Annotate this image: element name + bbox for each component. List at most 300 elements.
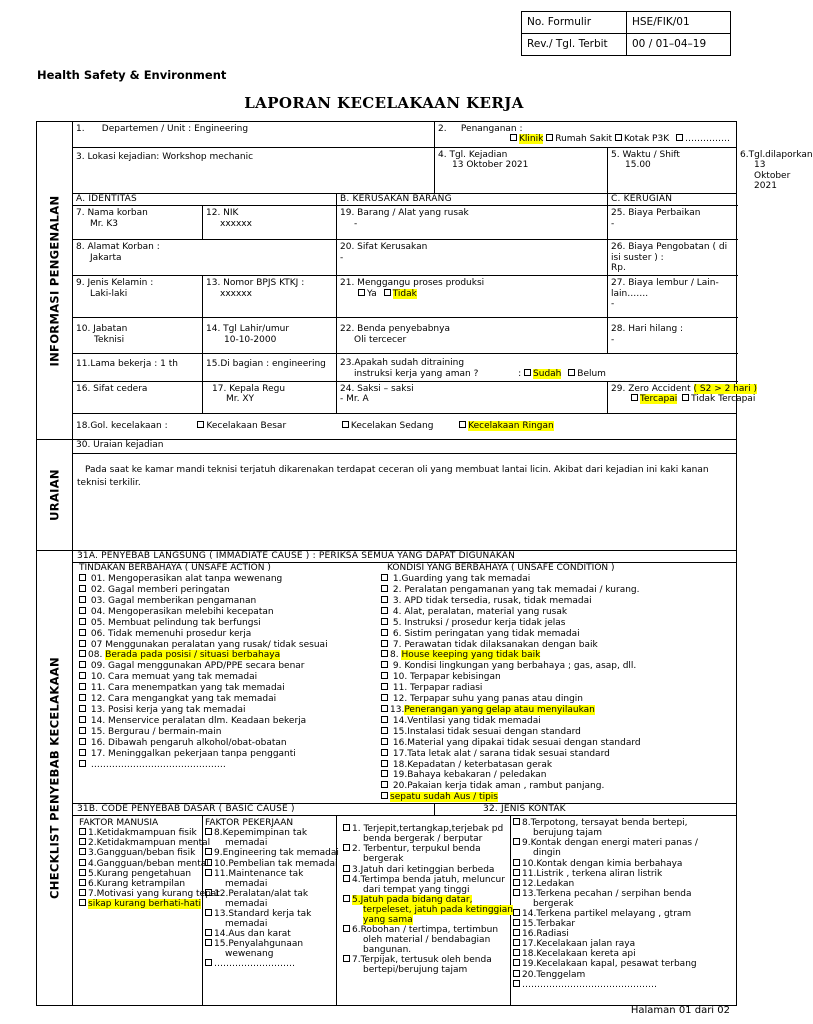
jenis-kontak-item-text: 4.Tertimpa benda jatuh, meluncur bbox=[352, 874, 505, 885]
unsafe-condition-item bbox=[381, 650, 691, 661]
unsafe-action-item-checkbox[interactable] bbox=[79, 694, 86, 701]
jenis-kontak-item bbox=[343, 965, 508, 975]
unsafe-action-item-checkbox[interactable] bbox=[79, 661, 86, 668]
rev-label: Rev./ Tgl. Terbit bbox=[522, 34, 627, 56]
unsafe-action-item bbox=[79, 760, 371, 771]
unsafe-action-item bbox=[79, 585, 371, 596]
section-informasi-pengenalan: INFORMASI PENGENALAN bbox=[37, 122, 73, 440]
unsafe-action-item-text: 14. Menservice peralatan dlm. Keadaan bekerja bbox=[90, 715, 307, 726]
jenis-kontak-item bbox=[513, 919, 734, 929]
jenis-kontak-item bbox=[343, 824, 508, 834]
mengganggu-produksi-field: 21. Menggangu proses produksi Ya Tidak bbox=[337, 276, 608, 318]
faktor-manusia-item-checkbox[interactable] bbox=[79, 828, 86, 835]
sifat-kerusakan-field: 20. Sifat Kerusakan - bbox=[337, 240, 608, 276]
unsafe-condition-item bbox=[381, 574, 691, 585]
unsafe-condition-item-text: 6. Sistim peringatan yang tidak memadai bbox=[392, 628, 580, 639]
jenis-kontak-item-text: yang sama bbox=[363, 914, 413, 925]
jenis-kontak-item bbox=[343, 834, 508, 844]
unsafe-condition-item bbox=[381, 716, 691, 727]
page-number: Halaman 01 dari 02 bbox=[630, 1005, 730, 1016]
faktor-pekerjaan-item bbox=[205, 959, 334, 969]
jenis-kontak-item-checkbox[interactable] bbox=[513, 859, 520, 866]
other-checkbox[interactable] bbox=[676, 134, 683, 141]
unsafe-action-item-text: 04. Mengoperasikan melebihi kecepatan bbox=[90, 606, 274, 617]
unsafe-condition-item bbox=[381, 727, 691, 738]
unsafe-condition-item-text: 17.Tata letak alat / sarana tidak sesuai standard bbox=[392, 748, 610, 759]
unsafe-condition-item-checkbox[interactable] bbox=[381, 694, 388, 701]
jenis-kontak-item-checkbox[interactable] bbox=[343, 875, 350, 882]
faktor-manusia-item-checkbox[interactable] bbox=[79, 848, 86, 855]
kerusakan-barang-header: B. KERUSAKAN BARANG bbox=[337, 194, 608, 206]
faktor-pekerjaan-item-text: 9.Engineering tak memadai bbox=[214, 848, 339, 859]
unsafe-condition-item bbox=[381, 640, 691, 651]
jenis-kontak-item-checkbox[interactable] bbox=[343, 925, 350, 932]
unsafe-condition-item-checkbox[interactable] bbox=[381, 683, 388, 690]
faktor-manusia-item-text: 4.Gangguan/beban mental bbox=[88, 858, 209, 869]
di-bagian-field: 15.Di bagian : engineering bbox=[203, 354, 337, 382]
unsafe-condition-item-text: 7. Perawatan tidak dilaksanakan dengan baik bbox=[392, 639, 598, 650]
penyebab-langsung-block bbox=[73, 563, 737, 804]
unsafe-action-item-checkbox[interactable] bbox=[79, 727, 86, 734]
identitas-header: A. IDENTITAS bbox=[73, 194, 337, 206]
jenis-kontak-item-text: berujung tajam bbox=[533, 828, 602, 839]
tercapai-checkbox[interactable] bbox=[631, 394, 638, 401]
jenis-kontak-item-checkbox[interactable] bbox=[513, 970, 520, 977]
unsafe-action-item bbox=[79, 683, 371, 694]
faktor-manusia-item bbox=[79, 848, 200, 858]
unsafe-condition-item-text: 1.Guarding yang tak memadai bbox=[392, 574, 531, 585]
biaya-lembur-field: 27. Biaya lembur / Lain-lain……. - bbox=[608, 276, 737, 318]
unsafe-action-item bbox=[79, 694, 371, 705]
jenis-kontak-item bbox=[513, 879, 734, 889]
jenis-kontak-item bbox=[513, 959, 734, 969]
unsafe-condition-item-checkbox[interactable] bbox=[381, 738, 388, 745]
unsafe-condition-item-text: 4. Alat, peralatan, material yang rusak bbox=[392, 606, 568, 617]
jenis-kontak-item bbox=[343, 925, 508, 935]
faktor-pekerjaan-item-text: 13.Standard kerja tak bbox=[214, 908, 312, 919]
unsafe-condition-item-text: 12. Terpapar suhu yang panas atau dingin bbox=[392, 694, 584, 705]
unsafe-action-item bbox=[79, 738, 371, 749]
tidak-tercapai-checkbox[interactable] bbox=[682, 394, 689, 401]
faktor-pekerjaan-item-text: memadai bbox=[225, 838, 268, 849]
faktor-pekerjaan-item-checkbox[interactable] bbox=[205, 859, 212, 866]
unsafe-action-item-checkbox[interactable] bbox=[79, 760, 86, 767]
unsafe-condition-item bbox=[381, 738, 691, 749]
unsafe-action-item bbox=[79, 650, 371, 661]
jenis-kontak-item bbox=[343, 885, 508, 895]
faktor-pekerjaan-item bbox=[205, 919, 334, 929]
jenis-kontak-item-text: 14.Terkena partikel melayang , gtram bbox=[522, 908, 692, 919]
jenis-kontak-item-checkbox[interactable] bbox=[513, 959, 520, 966]
faktor-pekerjaan-item bbox=[205, 858, 338, 869]
faktor-manusia-item-checkbox[interactable] bbox=[79, 838, 86, 845]
belum-checkbox[interactable] bbox=[568, 369, 575, 376]
jenis-kontak-item bbox=[343, 865, 508, 875]
jenis-kontak-item bbox=[343, 875, 508, 885]
klinik-checkbox[interactable] bbox=[510, 134, 517, 141]
jenis-kontak-item-text: oleh material / bendabagian bbox=[363, 935, 491, 946]
jenis-kontak-item-checkbox[interactable] bbox=[513, 889, 520, 896]
jenis-kontak-item-text: 5.Jatuh pada bidang datar, bbox=[352, 894, 473, 905]
jenis-kontak-item-text: 9.Kontak dengan energi materi panas / bbox=[522, 838, 698, 849]
section-uraian: URAIAN bbox=[37, 440, 73, 551]
unsafe-condition-item-text: 10. Terpapar kebisingan bbox=[392, 672, 501, 683]
jenis-kontak-item-text: 6.Robohan / tertimpa, tertimbun bbox=[352, 925, 499, 936]
unsafe-action-item bbox=[79, 607, 371, 618]
unsafe-action-item-text: 11. Cara menempatkan yang tak memadai bbox=[90, 683, 285, 694]
uraian-label: 30. Uraian kejadian bbox=[73, 440, 737, 454]
unsafe-condition-item bbox=[381, 705, 691, 716]
unsafe-action-item bbox=[79, 716, 371, 727]
jenis-kontak-item bbox=[513, 929, 734, 939]
unsafe-condition-item bbox=[381, 618, 691, 629]
no-formulir-value: HSE/FIK/01 bbox=[627, 12, 731, 34]
faktor-pekerjaan-item bbox=[205, 899, 334, 909]
unsafe-action-item bbox=[79, 672, 371, 683]
jenis-kontak-item-text: dari tempat yang tinggi bbox=[363, 884, 470, 895]
unsafe-condition-item-text: 11. Terpapar radiasi bbox=[392, 683, 483, 694]
unsafe-condition-item-checkbox[interactable] bbox=[381, 749, 388, 756]
unsafe-action-item-text: 07 Menggunakan peralatan yang rusak/ tidak sesuai bbox=[90, 639, 328, 650]
jenis-kontak-item-text: 20.Tenggelam bbox=[522, 969, 586, 980]
kotak-p3k-option: Kotak P3K bbox=[623, 134, 670, 145]
zero-accident-field: 29. Zero Accident ( S2 > 2 hari ) Tercapai Tidak Tercapai bbox=[608, 382, 737, 414]
faktor-pekerjaan-item-text: 10.Pembelian tak memadai bbox=[214, 858, 338, 869]
faktor-pekerjaan-item-checkbox[interactable] bbox=[205, 848, 212, 855]
jenis-kontak-item bbox=[343, 935, 508, 945]
unsafe-condition-item-text: 19.Bahaya kebakaran / peledakan bbox=[392, 770, 547, 781]
unsafe-action-item bbox=[79, 574, 371, 585]
sudah-checkbox[interactable] bbox=[524, 369, 531, 376]
jenis-kontak-item-checkbox[interactable] bbox=[343, 844, 350, 851]
unsafe-action-item-checkbox[interactable] bbox=[79, 705, 86, 712]
unsafe-condition-item-text: 14.Ventilasi yang tidak memadai bbox=[392, 715, 541, 726]
jenis-kontak-item bbox=[513, 970, 734, 980]
kecelakaan-sedang-checkbox[interactable] bbox=[342, 421, 349, 428]
unsafe-condition-item bbox=[381, 607, 691, 618]
unsafe-action-item-text: 17. Meninggalkan pekerjaan tanpa pengganti bbox=[90, 748, 296, 759]
faktor-pekerjaan-item-checkbox[interactable] bbox=[205, 828, 212, 835]
report-form: INFORMASI PENGENALAN 1. Departemen / Unit : Engineering 2. Penanganan : Klinik Rumah Sakit Kotak P3K …………… 3. Lokasi kejadian: Workshop mechanic 4. Tgl. Kejadian 13 Oktober 2021 5. Waktu / Shift 15.00 6.Tgl.dilaporkan 13 Oktober 2021 A. IDENTITAS B. KERUSAKAN BARANG C. KERUGIAN 7. Nama korban Mr. K3 12. NIK xxxxxx 19. Barang / Alat yang rusak - 25. Biaya Perbaikan - 8. Alamat Korban : Jakarta 20. Sifat Kerusakan - 26. Biaya Pengobatan ( di isi suster ) : Rp. 9. Jenis Kelamin : Laki-laki 13. Nomor BPJS KTKJ : xxxxxx 21. Menggangu proses produksi Ya Tidak 27. Biaya lembur / Lain-lain……. - 10. Jabatan Teknisi 14. Tgl Lahir/umur 10-10-2000 22. Benda penyebabnya Oli tercecer 28. Hari hilang : - 11.Lama bekerja : 1 th 15.Di bagian : engineering 23.Apakah sudah ditraining instruksi kerja yang aman ? : Sudah Belum 16. Sifat cedera 17. Kepala Regu Mr. XY 24. Saksi – saksi - Mr. A 29. Zero Accident ( S2 > 2 hari ) Tercapai Tidak Tercapai 18.Gol. kecelakaan : Kecelakaan Besar Kecelakan Sedang Kecelakaan Ringan URAIAN 30. Uraian kejadian Pada saat ke kamar mandi teknisi terjatuh dikarenakan terdapat ceceran oli yang membuat lantai licin. Akibat dari kejadian ini kaki kanan teknisi terkilir. CHECKLIST PENYEBAB KECELAKAAN 31A. PENYEBAB LANGSUNG ( IMMADIATE CAUSE ) : PERIKSA SEMUA YANG DAPAT DIGUNAKAN TINDAKAN BERBAHAYA ( UNSAFE ACTION ) 01. Mengoperasikan alat tanpa wewenang 02. Gagal memberi peringatan 03. Gagal memberikan pengamanan 04. Mengoperasikan melebihi kecepatan 05. Membuat pelindung tak berfungsi 06. Tidak memenuhi prosedur kerja 07 Menggunakan peralatan yang rusak/ tidak sesuai 08. Berada pada posisi / situasi berbahaya 09. Gagal menggunakan APD/PPE secara benar 10. Cara memuat yang tak memadai 11. Cara menempatkan yang tak memadai 12. Cara mengangkat yang tak memadai 13. Posisi kerja yang tak memadai 14. Menservice peralatan dlm. Keadaan bekerja 15. Bergurau / bermain-main 16. Dibawah pengaruh alkohol/obat-obatan 17. Meninggalkan pekerjaan tanpa pengganti ……………………………………… KONDISI YANG BERBAHAYA ( UNSAFE CONDITION ) 1.Guarding yang tak memadai 2. Peralatan pengamanan yang tak memadai / kurang. 3. APD tidak tersedia, rusak, tidak memadai 4. Alat, peralatan, material yang rusak 5. Instruksi / prosedur kerja tidak jelas 6. Sistim peringatan yang tidak memadai 7. Perawatan tidak dilaksanakan dengan baik 8. House keeping yang tidak baik 9. Kondisi lingkungan yang berbahaya ; gas, asap, dll. 10. Terpapar kebisingan 11. Terpapar radiasi 12. Terpapar suhu yang panas atau dingin 13.Penerangan yang gelap atau menyilaukan 14.Ventilasi yang tidak memadai 15.Instalasi tidak sesuai dengan standard 16.Material yang dipakai tidak sesuai dengan standard 17.Tata letak alat / sarana tidak sesuai standard 18.Kepadatan / keterbatasan gerak 19.Bahaya kebakaran / peledakan 20.Pakaian kerja tidak aman , rambut panjang. sepatu sudah Aus / tipis 31B. CODE PENYEBAB DASAR ( BASIC CAUSE ) 32. JENIS KONTAK FAKTOR MANUSIA 1.Ketidakmampuan fisik 2.Ketidakmampuan mental 3.Gangguan/beban fisik 4.Gangguan/beban mental 5.Kurang pengetahuan 6.Kurang ketrampilan 7.Motivasi yang kurang tepat sikap kurang berhati-hati FAKTOR PEKERJAAN 8.Kepemimpinan tak memadai 9.Engineering tak memadai 10.Pembelian tak memadai 11.Maintenance tak memadai 12.Peralatan/alat tak memadai 13.Standard kerja tak memadai 14.Aus dan karat 15.Penyalahgunaan wewenang ……………………… 1. Terjepit,tertangkap,terjebak pd benda bergerak / berputar 2. Terbentur, terpukul benda bergerak 3.Jatuh dari ketinggian berbeda 4.Tertimpa benda jatuh, meluncur dari tempat yang tinggi 5.Jatuh pada bidang datar, terpeleset, jatuh pada ketinggian yang sama 6.Robohan / tertimpa, tertimbun oleh material / bendabagian bangunan. 7.Terpijak, tertusuk oleh benda bertepi/berujung tajam 8.Terpotong, tersayat benda bertepi, berujung tajam 9.Kontak dengan energi materi panas / dingin 10.Kontak dengan kimia berbahaya 11.Listrik , terkena aliran listrik 12.Ledakan 13.Terkena pecahan / serpihan benda bergerak 14.Terkena partikel melayang , gtram 15.Terbakar 16.Radiasi 17.Kecelakaan jalan raya 18.Kecelakaan kereta api 19.Kecelakaan kapal, pesawat terbang 20.Tenggelam ……………………………………… bbox=[36, 121, 737, 1006]
unsafe-action-item-text: 09. Gagal menggunakan APD/PPE secara benar bbox=[90, 661, 305, 672]
faktor-manusia-item bbox=[79, 888, 220, 899]
unsafe-condition-item-text: 5. Instruksi / prosedur kerja tidak jelas bbox=[392, 617, 566, 628]
faktor-manusia-item-text: 1.Ketidakmampuan fisik bbox=[88, 828, 197, 839]
saksi-field: 24. Saksi – saksi - Mr. A bbox=[337, 382, 608, 414]
jenis-kontak-item bbox=[343, 844, 508, 854]
unsafe-condition-item-text: 15.Instalasi tidak sesuai dengan standard bbox=[392, 726, 581, 737]
unsafe-condition-item-text: 2. Peralatan pengamanan yang tak memadai / kurang. bbox=[392, 585, 640, 595]
jenis-kontak-item-text: 19.Kecelakaan kapal, pesawat terbang bbox=[522, 959, 697, 970]
benda-penyebab-field: 22. Benda penyebabnya Oli tercecer bbox=[337, 318, 608, 354]
jenis-kontak-item-text: ……………………………………… bbox=[522, 979, 658, 990]
jenis-kontak-item-text: 15.Terbakar bbox=[522, 919, 576, 930]
unsafe-condition-item-prefix: 8. bbox=[390, 650, 402, 661]
faktor-manusia-item bbox=[79, 899, 200, 909]
org-name: Health Safety & Environment bbox=[37, 68, 227, 82]
unsafe-action-item bbox=[79, 640, 371, 651]
unsafe-action-title: TINDAKAN BERBAHAYA ( UNSAFE ACTION ) bbox=[79, 563, 271, 574]
unsafe-condition-item-checkbox[interactable] bbox=[381, 596, 388, 603]
jenis-kontak-item bbox=[513, 889, 734, 899]
jenis-kontak-item-text: 12.Ledakan bbox=[522, 878, 575, 889]
unsafe-condition-item-text: 20.Pakaian kerja tidak aman , rambut panjang. bbox=[392, 781, 605, 792]
jenis-kontak-item-checkbox[interactable] bbox=[513, 929, 520, 936]
unsafe-condition-item-checkbox[interactable] bbox=[381, 629, 388, 636]
unsafe-action-item bbox=[79, 749, 371, 760]
unsafe-condition-item-text: sepatu sudah Aus / tipis bbox=[390, 792, 498, 803]
faktor-pekerjaan-item-text: memadai bbox=[225, 878, 268, 889]
training-field: 23.Apakah sudah ditraining instruksi kerja yang aman ? : Sudah Belum bbox=[337, 354, 737, 382]
faktor-pekerjaan-item-text: 12.Peralatan/alat tak bbox=[214, 888, 309, 899]
jenis-kontak-item-text: terpeleset, jatuh pada ketinggian bbox=[363, 904, 513, 915]
jenis-kontak-item-checkbox[interactable] bbox=[513, 919, 520, 926]
faktor-pekerjaan-item-checkbox[interactable] bbox=[205, 869, 212, 876]
faktor-pekerjaan-item bbox=[205, 838, 334, 848]
faktor-manusia-item-text: 3.Gangguan/beban fisik bbox=[88, 848, 196, 859]
unsafe-condition-item-text: 16.Material yang dipakai tidak sesuai dengan standard bbox=[392, 737, 641, 748]
jenis-kontak-item bbox=[513, 838, 734, 848]
unsafe-condition-item-checkbox[interactable] bbox=[381, 792, 388, 799]
kepala-regu-field: 17. Kepala Regu Mr. XY bbox=[203, 382, 337, 414]
unsafe-condition-item-text: 9. Kondisi lingkungan yang berbahaya ; gas, asap, dll. bbox=[392, 661, 637, 672]
jenis-kontak-item-text: benda bergerak / berputar bbox=[363, 834, 483, 845]
uraian-text: Pada saat ke kamar mandi teknisi terjatuh dikarenakan terdapat ceceran oli yang membuat lantai licin. Akibat dari kejadian ini kaki kanan teknisi terkilir. bbox=[73, 454, 737, 551]
unsafe-action-item-checkbox[interactable] bbox=[79, 596, 86, 603]
klinik-option: Klinik bbox=[519, 134, 544, 145]
departemen-field: 1. Departemen / Unit : Engineering bbox=[73, 122, 435, 148]
unsafe-condition-item-text: 3. APD tidak tersedia, rusak, tidak memadai bbox=[392, 595, 592, 606]
jenis-kontak-left bbox=[337, 816, 511, 1006]
jenis-kontak-item bbox=[513, 980, 734, 990]
tgl-lahir-field: 14. Tgl Lahir/umur 10-10-2000 bbox=[203, 318, 337, 354]
faktor-manusia-item-text: 2.Ketidakmampuan mental bbox=[88, 838, 211, 849]
jenis-kelamin-field: 9. Jenis Kelamin : Laki-laki bbox=[73, 276, 203, 318]
faktor-pekerjaan-item-text: memadai bbox=[225, 898, 268, 909]
jenis-kontak-item bbox=[513, 869, 734, 879]
jenis-kontak-item-checkbox[interactable] bbox=[343, 955, 350, 962]
unsafe-condition-item-text: 18.Kepadatan / keterbatasan gerak bbox=[392, 759, 553, 770]
jenis-kontak-item-checkbox[interactable] bbox=[513, 939, 520, 946]
unsafe-condition-item-checkbox[interactable] bbox=[381, 574, 388, 581]
unsafe-action-item-text: 15. Bergurau / bermain-main bbox=[90, 726, 222, 737]
unsafe-action-item-prefix: 08. bbox=[88, 650, 106, 661]
unsafe-condition-item bbox=[381, 770, 691, 781]
jenis-kontak-item-checkbox[interactable] bbox=[513, 869, 520, 876]
unsafe-condition-item-checkbox[interactable] bbox=[381, 770, 388, 777]
faktor-pekerjaan-item bbox=[205, 909, 334, 919]
alamat-korban-field: 8. Alamat Korban : Jakarta bbox=[73, 240, 337, 276]
jenis-kontak-item-text: 11.Listrik , terkena aliran listrik bbox=[522, 868, 663, 879]
faktor-pekerjaan-item-checkbox[interactable] bbox=[205, 889, 212, 896]
lokasi-field: 3. Lokasi kejadian: Workshop mechanic bbox=[73, 148, 435, 194]
basic-cause-title: 31B. CODE PENYEBAB DASAR ( BASIC CAUSE ) bbox=[73, 804, 435, 816]
jenis-kontak-item bbox=[513, 939, 734, 949]
faktor-pekerjaan-item bbox=[205, 929, 334, 939]
faktor-pekerjaan-item-checkbox[interactable] bbox=[205, 909, 212, 916]
unsafe-condition-item-checkbox[interactable] bbox=[381, 585, 388, 592]
faktor-pekerjaan-item-checkbox[interactable] bbox=[205, 929, 212, 936]
unsafe-condition-item bbox=[381, 683, 691, 694]
unsafe-condition-item bbox=[381, 760, 691, 771]
jenis-kontak-item-checkbox[interactable] bbox=[343, 895, 350, 902]
unsafe-condition-item-checkbox[interactable] bbox=[381, 716, 388, 723]
faktor-manusia-column: FAKTOR MANUSIA 1.Ketidakmampuan fisik 2.Ketidakmampuan mental 3.Gangguan/beban fisik 4.Gangguan/beban mental 5.Kurang pengetahuan 6.Kurang ketrampilan 7.Motivasi yang kurang tepat sikap kurang berhati-hati bbox=[73, 816, 203, 1006]
unsafe-action-item-checkbox[interactable] bbox=[79, 650, 86, 657]
faktor-pekerjaan-item bbox=[205, 949, 334, 959]
faktor-pekerjaan-item-checkbox[interactable] bbox=[205, 939, 212, 946]
faktor-pekerjaan-item bbox=[205, 879, 334, 889]
unsafe-action-item bbox=[79, 661, 371, 672]
faktor-manusia-item-checkbox[interactable] bbox=[79, 879, 86, 886]
jenis-kontak-item bbox=[513, 899, 734, 909]
unsafe-action-item-text: 10. Cara memuat yang tak memadai bbox=[90, 672, 258, 683]
jenis-kontak-item bbox=[343, 854, 508, 864]
unsafe-condition-item-checkbox[interactable] bbox=[381, 661, 388, 668]
faktor-pekerjaan-item-text: 14.Aus dan karat bbox=[214, 929, 291, 940]
unsafe-action-item-checkbox[interactable] bbox=[79, 629, 86, 636]
unsafe-condition-item-checkbox[interactable] bbox=[381, 760, 388, 767]
unsafe-condition-item bbox=[381, 629, 691, 640]
rumah-sakit-checkbox[interactable] bbox=[546, 134, 553, 141]
unsafe-condition-item-checkbox[interactable] bbox=[381, 705, 388, 712]
jenis-kontak-item-text: bangunan. bbox=[363, 945, 412, 956]
jenis-kontak-item bbox=[513, 848, 734, 858]
unsafe-action-item-text: Berada pada posisi / situasi berbahaya bbox=[105, 650, 281, 661]
unsafe-condition-item bbox=[381, 694, 691, 705]
sifat-cedera-field: 16. Sifat cedera bbox=[73, 382, 203, 414]
gol-kecelakaan-field: 18.Gol. kecelakaan : Kecelakaan Besar Kecelakan Sedang Kecelakaan Ringan bbox=[73, 414, 737, 440]
unsafe-action-item-checkbox[interactable] bbox=[79, 607, 86, 614]
jenis-kontak-item-checkbox[interactable] bbox=[513, 818, 520, 825]
unsafe-action-item-checkbox[interactable] bbox=[79, 749, 86, 756]
faktor-manusia-item bbox=[79, 879, 200, 889]
kecelakaan-besar-checkbox[interactable] bbox=[197, 421, 204, 428]
unsafe-action-item-checkbox[interactable] bbox=[79, 640, 86, 647]
faktor-manusia-item bbox=[79, 858, 209, 869]
jabatan-field: 10. Jabatan Teknisi bbox=[73, 318, 203, 354]
unsafe-action-item bbox=[79, 629, 371, 640]
kecelakaan-ringan-checkbox[interactable] bbox=[459, 421, 466, 428]
unsafe-condition-item-checkbox[interactable] bbox=[381, 650, 388, 657]
unsafe-action-item-checkbox[interactable] bbox=[79, 716, 86, 723]
lama-bekerja-field: 11.Lama bekerja : 1 th bbox=[73, 354, 203, 382]
faktor-manusia-item-checkbox[interactable] bbox=[79, 889, 86, 896]
unsafe-action-item-checkbox[interactable] bbox=[79, 585, 86, 592]
biaya-pengobatan-field: 26. Biaya Pengobatan ( di isi suster ) : Rp. bbox=[608, 240, 737, 276]
jenis-kontak-item bbox=[343, 955, 508, 965]
faktor-manusia-item bbox=[79, 838, 211, 849]
jenis-kontak-item-text: 3.Jatuh dari ketinggian berbeda bbox=[352, 864, 495, 875]
faktor-manusia-item-checkbox[interactable] bbox=[79, 899, 86, 906]
jenis-kontak-item-checkbox[interactable] bbox=[513, 909, 520, 916]
faktor-manusia-item-text: sikap kurang berhati-hati bbox=[88, 898, 202, 909]
unsafe-condition-item-text: House keeping yang tidak baik bbox=[401, 650, 541, 661]
unsafe-action-item-text: 06. Tidak memenuhi prosedur kerja bbox=[90, 628, 252, 639]
unsafe-action-item-text: 03. Gagal memberikan pengamanan bbox=[90, 595, 257, 606]
unsafe-action-item bbox=[79, 596, 371, 607]
jenis-kontak-item-text: 7.Terpijak, tertusuk oleh benda bbox=[352, 955, 492, 966]
unsafe-action-item-text: 13. Posisi kerja yang tak memadai bbox=[90, 704, 246, 715]
tidak-checkbox[interactable] bbox=[384, 289, 391, 296]
jenis-kontak-item-text: 2. Terbentur, terpukul benda bbox=[352, 844, 481, 855]
jenis-kontak-item-checkbox[interactable] bbox=[343, 824, 350, 831]
faktor-pekerjaan-column: FAKTOR PEKERJAAN 8.Kepemimpinan tak memadai 9.Engineering tak memadai 10.Pembelian tak memadai 11.Maintenance tak memadai 12.Peralatan/alat tak memadai 13.Standard kerja tak memadai 14.Aus dan karat 15.Penyalahgunaan wewenang ……………………… bbox=[203, 816, 337, 1006]
unsafe-action-item-checkbox[interactable] bbox=[79, 683, 86, 690]
jenis-kontak-item bbox=[513, 859, 734, 869]
unsafe-condition-item bbox=[381, 596, 691, 607]
unsafe-action-item-checkbox[interactable] bbox=[79, 574, 86, 581]
unsafe-condition-item-checkbox[interactable] bbox=[381, 640, 388, 647]
faktor-manusia-item-checkbox[interactable] bbox=[79, 859, 86, 866]
ya-checkbox[interactable] bbox=[358, 289, 365, 296]
unsafe-action-item-checkbox[interactable] bbox=[79, 672, 86, 679]
unsafe-action-item-text: 02. Gagal memberi peringatan bbox=[90, 585, 230, 595]
jenis-kontak-item-checkbox[interactable] bbox=[513, 838, 520, 845]
faktor-pekerjaan-item-text: memadai bbox=[225, 919, 268, 930]
unsafe-condition-item-checkbox[interactable] bbox=[381, 672, 388, 679]
unsafe-condition-item-checkbox[interactable] bbox=[381, 781, 388, 788]
unsafe-condition-item bbox=[381, 781, 691, 792]
faktor-pekerjaan-item-checkbox[interactable] bbox=[205, 959, 212, 966]
faktor-pekerjaan-item bbox=[205, 889, 334, 899]
kotak-p3k-checkbox[interactable] bbox=[615, 134, 622, 141]
jenis-kontak-item-text: 8.Terpotong, tersayat benda bertepi, bbox=[522, 818, 688, 829]
jenis-kontak-title: 32. JENIS KONTAK bbox=[435, 804, 737, 816]
jenis-kontak-item-checkbox[interactable] bbox=[513, 980, 520, 987]
faktor-pekerjaan-item-text: 11.Maintenance tak bbox=[214, 868, 304, 879]
unsafe-condition-column bbox=[374, 563, 694, 803]
unsafe-action-column bbox=[73, 563, 374, 803]
jenis-kontak-item-checkbox[interactable] bbox=[513, 879, 520, 886]
rumah-sakit-option: Rumah Sakit bbox=[555, 134, 613, 145]
faktor-manusia-item-text: 6.Kurang ketrampilan bbox=[88, 878, 186, 889]
unsafe-action-item bbox=[79, 727, 371, 738]
faktor-manusia-item-checkbox[interactable] bbox=[79, 869, 86, 876]
jenis-kontak-item-text: bergerak bbox=[533, 898, 574, 909]
faktor-pekerjaan-item-text: 8.Kepemimpinan tak bbox=[214, 828, 308, 839]
jenis-kontak-item-checkbox[interactable] bbox=[343, 865, 350, 872]
unsafe-action-item-text: 05. Membuat pelindung tak berfungsi bbox=[90, 617, 261, 628]
unsafe-action-list bbox=[79, 574, 371, 770]
unsafe-condition-item-prefix: 13. bbox=[390, 704, 405, 715]
kerugian-header: C. KERUGIAN bbox=[608, 194, 737, 206]
unsafe-condition-item-checkbox[interactable] bbox=[381, 727, 388, 734]
unsafe-condition-item bbox=[381, 585, 691, 596]
unsafe-condition-item-checkbox[interactable] bbox=[381, 607, 388, 614]
unsafe-action-item-checkbox[interactable] bbox=[79, 738, 86, 745]
unsafe-action-item-checkbox[interactable] bbox=[79, 618, 86, 625]
no-formulir-label: No. Formulir bbox=[522, 12, 627, 34]
faktor-manusia-item bbox=[79, 869, 200, 879]
unsafe-condition-item bbox=[381, 661, 691, 672]
biaya-perbaikan-field: 25. Biaya Perbaikan - bbox=[608, 206, 737, 240]
faktor-pekerjaan-item bbox=[205, 848, 339, 859]
unsafe-action-item-text: 01. Mengoperasikan alat tanpa wewenang bbox=[90, 574, 283, 585]
faktor-manusia-item bbox=[79, 828, 200, 838]
jenis-kontak-item-text: 18.Kecelakaan kereta api bbox=[522, 949, 636, 960]
jenis-kontak-item-text: bergerak bbox=[363, 854, 404, 865]
barang-rusak-field: 19. Barang / Alat yang rusak - bbox=[337, 206, 608, 240]
jenis-kontak-item-checkbox[interactable] bbox=[513, 949, 520, 956]
nama-korban-field: 7. Nama korban Mr. K3 bbox=[73, 206, 203, 240]
rev-value: 00 / 01–04–19 bbox=[627, 34, 731, 56]
jenis-kontak-item-text: 1. Terjepit,tertangkap,terjebak pd bbox=[352, 824, 504, 835]
unsafe-condition-item-checkbox[interactable] bbox=[381, 618, 388, 625]
jenis-kontak-item-text: dingin bbox=[533, 848, 561, 859]
nik-field: 12. NIK xxxxxx bbox=[203, 206, 337, 240]
unsafe-condition-item bbox=[381, 749, 691, 760]
